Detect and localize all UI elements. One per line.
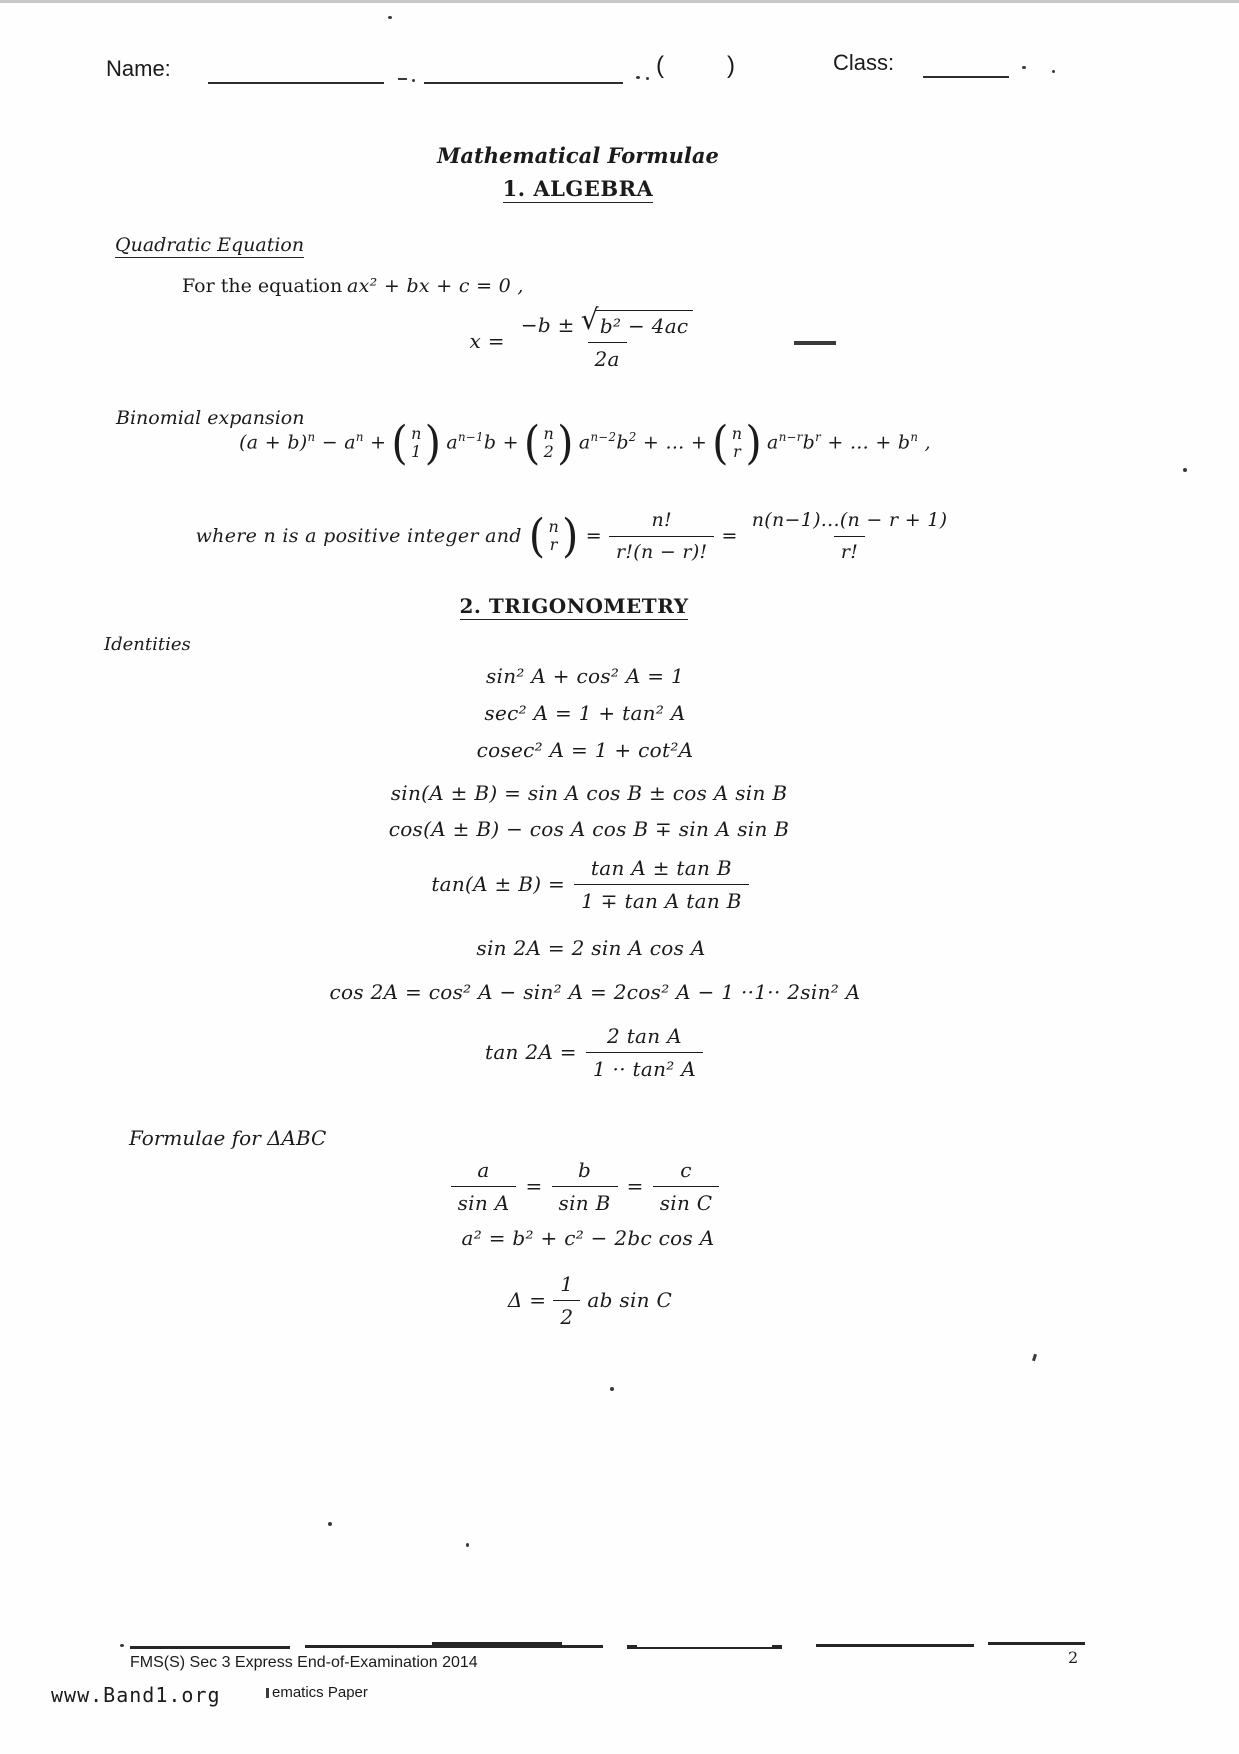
footer-rule: [627, 1647, 782, 1649]
area-lhs: Δ =: [507, 1288, 547, 1312]
speckle: [328, 1522, 332, 1526]
footer-rule: [627, 1645, 637, 1649]
identity-cosec: cosec² A = 1 + cot²A: [476, 738, 694, 762]
product-fraction: $\frac{n(n-1)...(n - r + 1)}{r!}$: [751, 508, 948, 563]
binom-coefficient-general: ( n r ): [528, 508, 579, 563]
quadratic-fraction: [514, 303, 701, 372]
speckle: [794, 341, 836, 345]
where-text: where n is a positive integer and: [195, 524, 522, 547]
tan-double-fraction: $\frac{\text{2 tan A}}{\text{1 ·· tan² A}}$: [586, 1023, 703, 1082]
binom-coefficient-n1: ( n 1 ): [391, 415, 442, 470]
equals-sign: =: [525, 1174, 543, 1198]
speckle: [610, 1387, 614, 1391]
quadratic-equation: ax² + bx + c = 0 ,: [346, 275, 524, 297]
section-trigonometry-heading: 2. TRIGONOMETRY: [459, 594, 689, 618]
area-rhs: ab sin C: [587, 1288, 673, 1312]
equals-sign: =: [626, 1174, 644, 1198]
half-fraction: $\frac{1}{2}$: [553, 1271, 580, 1330]
binom-coefficient-nr: ( n r ): [712, 415, 763, 470]
speckle: [1052, 70, 1055, 73]
speckle: [412, 79, 415, 82]
identity-sec: sec² A = 1 + tan² A: [484, 701, 686, 725]
register-paren-close: ): [727, 52, 735, 79]
tan-sum-formula: [0, 852, 1180, 916]
binomial-part-1: $(a + b)^n - a^n$ +: [239, 430, 387, 454]
name-blank-1: [208, 60, 384, 84]
footer-rule: [130, 1646, 290, 1649]
tan-double-formula: [0, 1020, 1188, 1084]
identity-cos-sum: cos(A ± B) − cos A cos B ∓ sin A sin B: [388, 817, 790, 841]
footer-rule: [432, 1642, 562, 1645]
binomial-part-2: $a^{n-1}b$ +: [446, 430, 519, 454]
identity-sin-double: sin 2A = 2 sin A cos A: [476, 936, 706, 960]
area-formula: [0, 1268, 1180, 1332]
tan-double-lhs: tan 2A =: [484, 1040, 577, 1064]
page-number: 2: [1068, 1648, 1079, 1667]
quadratic-intro: For the equation: [182, 275, 343, 297]
sine-rule-frac-b: $\frac{b}{\text{sin B}}$: [552, 1157, 618, 1216]
quadratic-heading: Quadratic Equation: [115, 234, 305, 256]
tan-sum-lhs: tan(A ± B) =: [431, 872, 566, 896]
identity-cos-double: cos 2A = cos² A − sin² A = 2cos² A − 1 ··1·· 2sin² A: [329, 980, 861, 1004]
equals-sign: =: [721, 524, 738, 547]
footer-rule: [305, 1645, 603, 1648]
triangle-heading: Formulae for ΔABC: [129, 1126, 327, 1150]
cosine-rule: a² = b² + c² − 2bc cos A: [461, 1226, 715, 1250]
speckle: [1183, 468, 1187, 472]
radical-icon: √: [580, 303, 599, 336]
speckle: [1032, 1354, 1037, 1362]
speckle: [388, 16, 392, 19]
speckle: [646, 77, 649, 80]
equals-sign: =: [585, 524, 602, 547]
tan-sum-fraction: $\frac{\text{tan A ± tan B}}{\text{1 ∓ tan A tan B}}$: [574, 855, 749, 914]
footer-exam-line: FMS(S) Sec 3 Express End-of-Examination 2014: [130, 1654, 478, 1671]
speckle: [266, 1688, 269, 1698]
identity-pythagorean: sin² A + cos² A = 1: [485, 664, 685, 688]
watermark: www.Band1.org: [51, 1683, 221, 1707]
sine-rule-frac-c: $\frac{c}{\text{sin C}}$: [653, 1157, 720, 1216]
speckle: [1022, 66, 1026, 69]
quadratic-formula: [0, 303, 1170, 374]
footer-rule: [816, 1644, 974, 1647]
binomial-expansion-formula: [0, 412, 1170, 474]
square-root: [580, 303, 694, 339]
class-label: Class:: [833, 50, 895, 75]
binomial-part-4: $a^{n-r}b^r$ + ... + $b^n$ ,: [767, 430, 931, 454]
speckle: [636, 76, 640, 79]
speckle: [398, 78, 407, 80]
name-label: Name:: [106, 56, 171, 81]
footer-rule: [988, 1642, 1085, 1645]
binom-coefficient-n2: ( n 2 ): [523, 415, 574, 470]
quadratic-denominator: 2a: [588, 342, 627, 372]
quadratic-lhs: x =: [469, 329, 505, 353]
identity-sin-sum: sin(A ± B) = sin A cos B ± cos A sin B: [390, 781, 788, 805]
factorial-fraction: $\frac{n!}{r!(n - r)!}$: [609, 508, 715, 564]
binomial-where-line: [0, 506, 1150, 566]
doc-title: Mathematical Formulae: [437, 143, 719, 168]
footer-paper-line: ematics Paper: [272, 1684, 368, 1701]
name-blank-2: [424, 60, 623, 84]
speckle: [120, 1644, 124, 1647]
binomial-heading: Binomial expansion: [116, 407, 305, 429]
sine-rule: [0, 1154, 1170, 1218]
radicand: b² − 4ac: [596, 310, 694, 339]
sine-rule-frac-a: $\frac{a}{\text{sin A}}$: [451, 1157, 517, 1216]
quadratic-numerator-pre: −b ±: [520, 312, 575, 337]
footer-rule: [772, 1645, 782, 1649]
binomial-part-3: $a^{n-2}b^2$ + ... +: [578, 430, 708, 454]
speckle: [466, 1543, 469, 1547]
section-algebra-heading: 1. ALGEBRA: [502, 176, 654, 201]
class-blank: [923, 56, 1009, 78]
identities-heading: Identities: [104, 634, 191, 655]
register-paren-open: (: [656, 52, 664, 79]
